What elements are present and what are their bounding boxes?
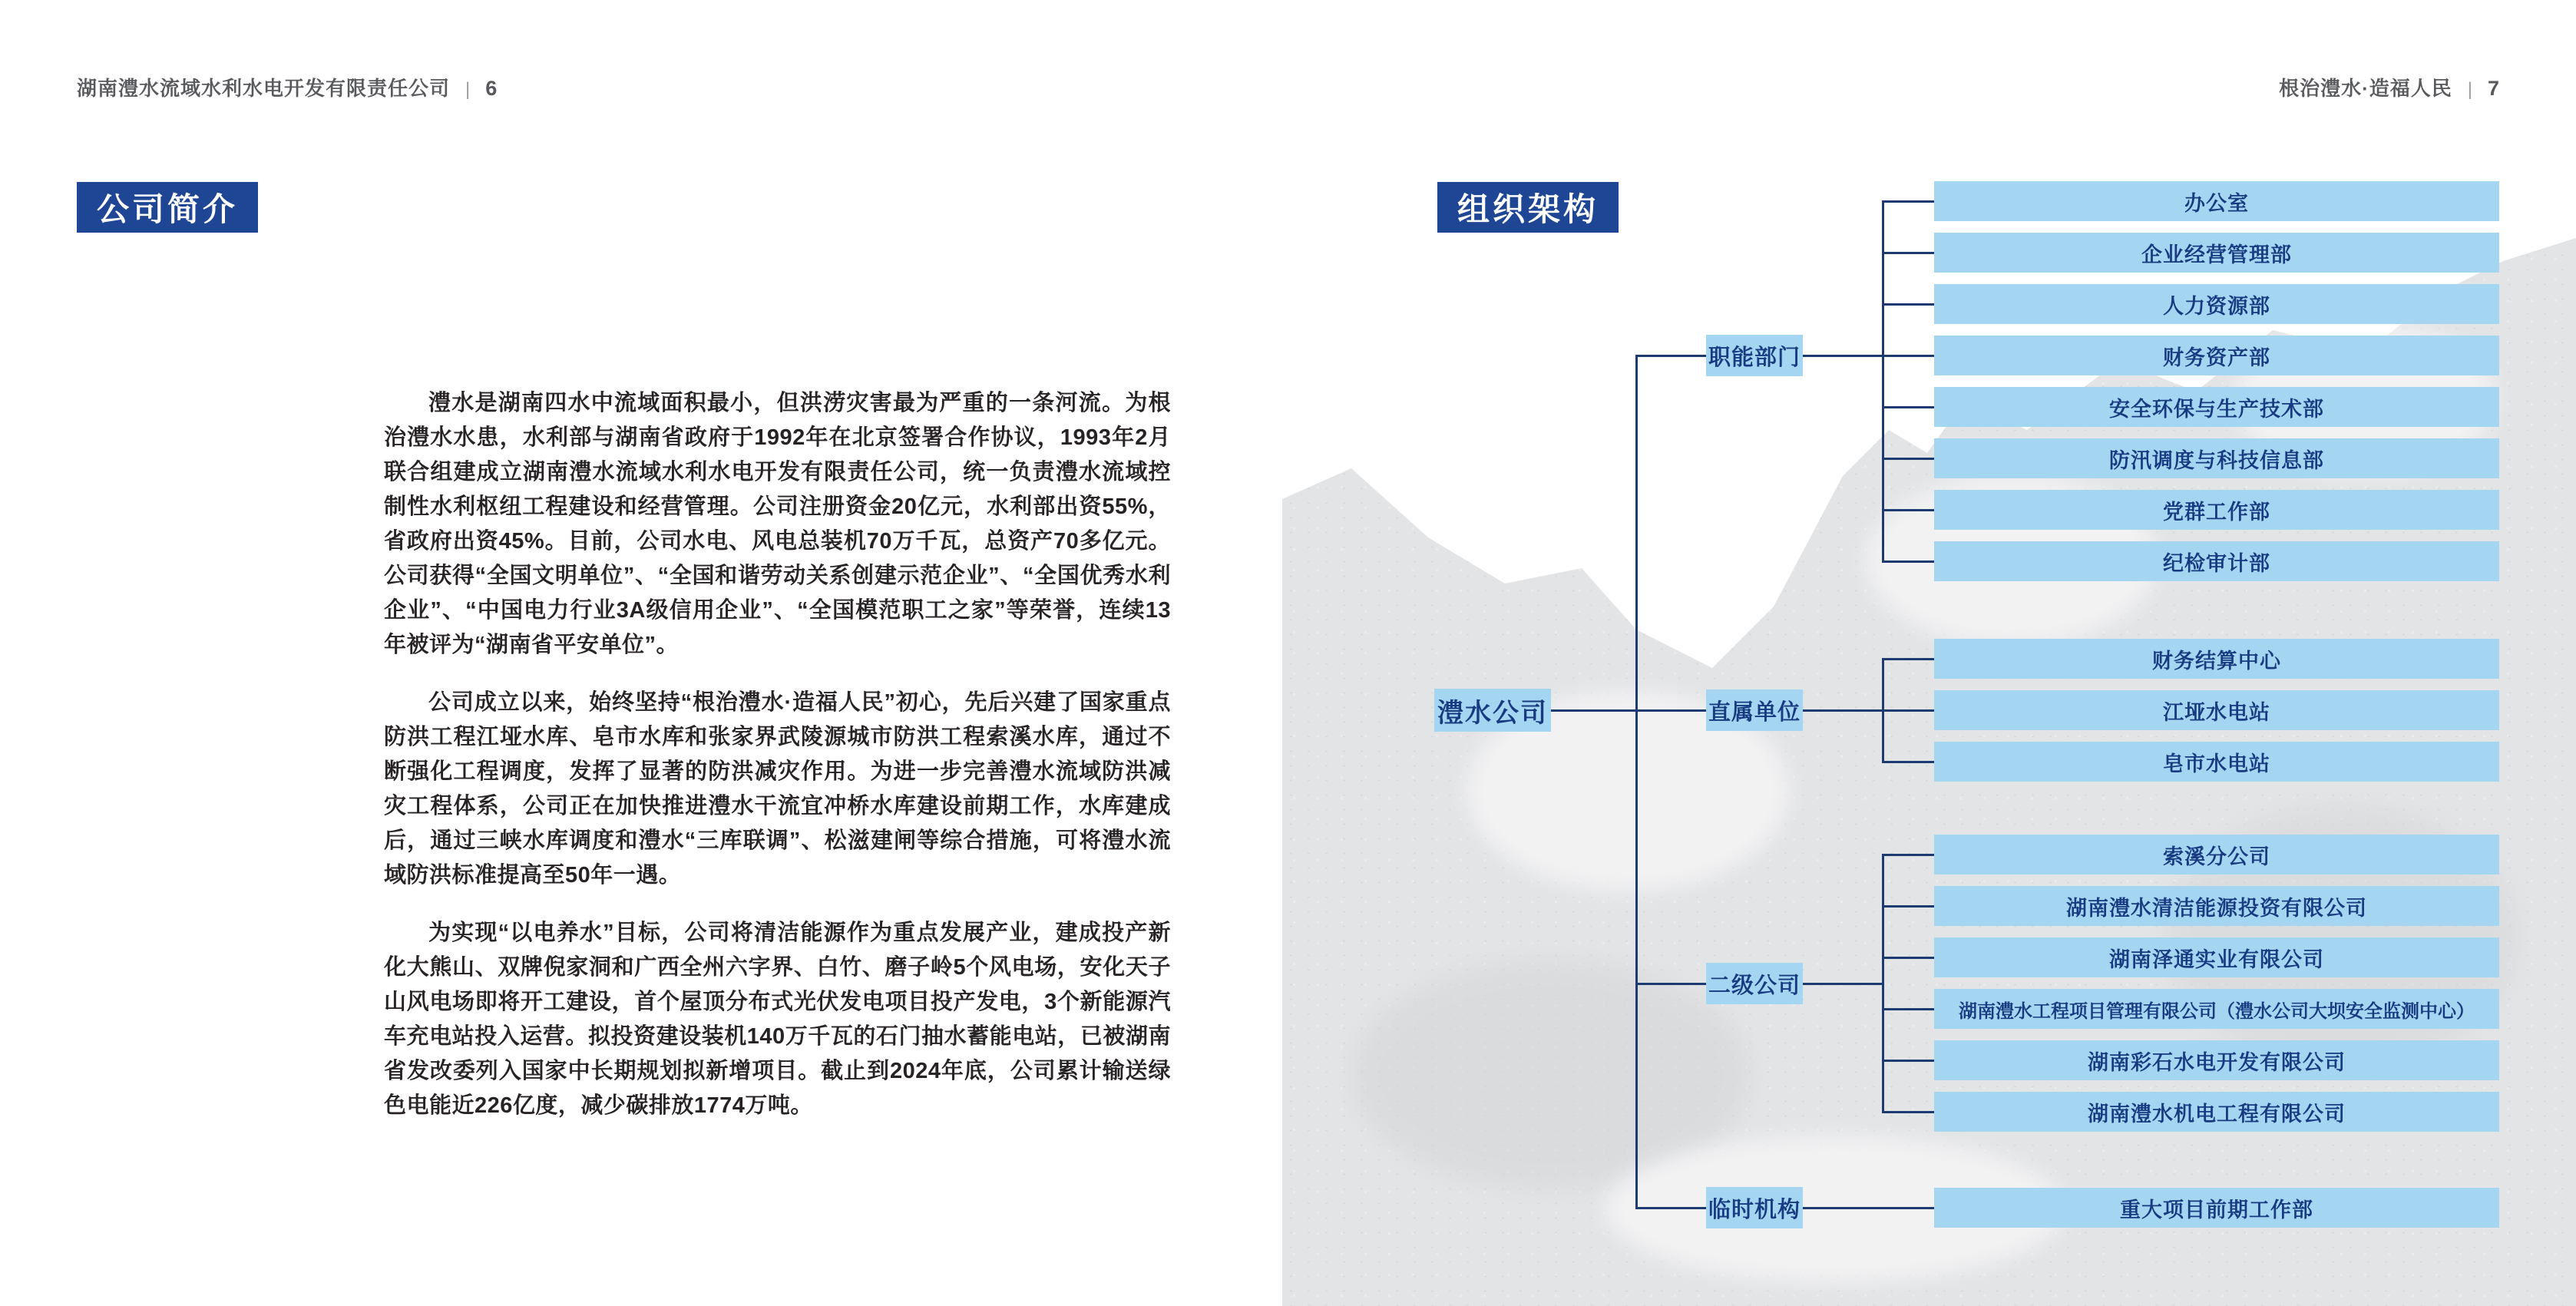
connector-line <box>1883 509 1934 511</box>
org-unit-box: 索溪分公司 <box>1934 835 2499 875</box>
org-trunk-line <box>1635 355 1638 1209</box>
org-unit-box: 办公室 <box>1934 181 2499 221</box>
org-branch-label: 直属单位 <box>1706 689 1803 731</box>
connector-line <box>1883 1111 1934 1113</box>
org-unit-box: 党群工作部 <box>1934 490 2499 530</box>
org-unit-box: 重大项目前期工作部 <box>1934 1188 2499 1228</box>
connector-line <box>1803 983 1883 985</box>
connector-line <box>1883 200 1934 203</box>
slogan: 根治澧水·造福人民 <box>2279 77 2452 100</box>
connector-line <box>1883 560 1934 563</box>
body-paragraph: 为实现“以电养水”目标，公司将清洁能源作为重点发展产业，建成投产新化大熊山、双牌倪家洞和广西全州六字界、白竹、磨子岭5个风电场，安化天子山风电场即将开工建设，首个屋顶分布式光伏发电项目投产发电，3个新能源汽车充电站投入运营。拟投资建设装机140万千瓦的石门抽水蓄能电站，已被湖南省发改委列入国家中长期规划拟新增项目。截止到2024年底，公司累计输送绿色电能近226亿度，减少碳排放1774万吨。 <box>384 921 1171 1118</box>
company-name: 湖南澧水流域水利水电开发有限责任公司 <box>77 77 451 100</box>
connector-line <box>1883 709 1934 712</box>
connector-line <box>1883 957 1934 959</box>
org-branch-label: 职能部门 <box>1706 335 1803 376</box>
connector-line <box>1883 1008 1934 1010</box>
connector-line <box>1883 854 1934 856</box>
section-title-company-profile: 公司简介 <box>77 182 258 233</box>
body-paragraph: 公司成立以来，始终坚持“根治澧水·造福人民”初心，先后兴建了国家重点防洪工程江垭水库、皂市水库和张家界武陵源城市防洪工程索溪水库，通过不断强化工程调度，发挥了显著的防洪减灾作用。为进一步完善澧水流域防洪减灾工程体系，公司正在加快推进澧水干流宜冲桥水库建设前期工作，水库建成后，通过三峡水库调度和澧水“三库联调”、松滋建闸等综合措施，可将澧水流域防洪标准提高至50年一遇。 <box>384 690 1171 888</box>
connector-line <box>1636 355 1706 357</box>
org-unit-box: 湖南澧水工程项目管理有限公司（澧水公司大坝安全监测中心） <box>1934 989 2499 1029</box>
connector-line <box>1803 709 1883 712</box>
section-title-org-structure: 组织架构 <box>1437 182 1619 233</box>
org-branch-label: 二级公司 <box>1706 963 1803 1004</box>
connector-line <box>1883 252 1934 254</box>
org-unit-box: 湖南彩石水电开发有限公司 <box>1934 1040 2499 1080</box>
connector-line <box>1803 1207 1934 1209</box>
connector-line <box>1882 854 1884 1113</box>
body-paragraph: 澧水是湖南四水中流域面积最小，但洪涝灾害最为严重的一条河流。为根治澧水水患，水利部与湖南省政府于1992年在北京签署合作协议，1993年2月联合组建成立湖南澧水流域水利水电开发有限责任公司，统一负责澧水流域控制性水利枢纽工程建设和经营管理。公司注册资金20亿元，水利部出资55%，省政府出资45%。目前，公司水电、风电总装机70万千瓦，总资产70多亿元。公司获得“全国文明单位”、“全国和谐劳动关系创建示范企业”、“全国优秀水利企业”、“中国电力行业3A级信用企业”、“全国模范职工之家”等荣誉，连续13年被评为“湖南省平安单位”。 <box>384 391 1171 657</box>
connector-line <box>1883 355 1934 357</box>
connector-line <box>1883 406 1934 408</box>
org-unit-box: 皂市水电站 <box>1934 742 2499 782</box>
org-unit-box: 安全环保与生产技术部 <box>1934 387 2499 427</box>
org-unit-box: 财务资产部 <box>1934 336 2499 375</box>
org-root-box: 澧水公司 <box>1434 689 1551 732</box>
connector-line <box>1551 709 1706 712</box>
org-unit-box: 纪检审计部 <box>1934 541 2499 581</box>
org-unit-box: 湖南泽通实业有限公司 <box>1934 937 2499 977</box>
connector-line <box>1883 1060 1934 1062</box>
org-unit-box: 人力资源部 <box>1934 284 2499 324</box>
header-separator: | <box>465 79 471 100</box>
page-number: 6 <box>485 77 498 100</box>
connector-line <box>1883 905 1934 908</box>
org-unit-box: 财务结算中心 <box>1934 639 2499 679</box>
connector-line <box>1636 1207 1706 1209</box>
org-unit-box: 湖南澧水清洁能源投资有限公司 <box>1934 886 2499 926</box>
org-unit-box: 江垭水电站 <box>1934 690 2499 730</box>
page-number: 7 <box>2487 77 2499 100</box>
header-separator: | <box>2467 79 2472 100</box>
connector-line <box>1803 355 1883 357</box>
connector-line <box>1883 458 1934 460</box>
org-unit-box: 企业经营管理部 <box>1934 233 2499 273</box>
connector-line <box>1883 761 1934 763</box>
connector-line <box>1636 983 1706 985</box>
org-branch-label: 临时机构 <box>1706 1187 1803 1228</box>
connector-line <box>1883 303 1934 306</box>
connector-line <box>1883 658 1934 660</box>
org-unit-box: 防汛调度与科技信息部 <box>1934 438 2499 478</box>
org-unit-box: 湖南澧水机电工程有限公司 <box>1934 1092 2499 1132</box>
